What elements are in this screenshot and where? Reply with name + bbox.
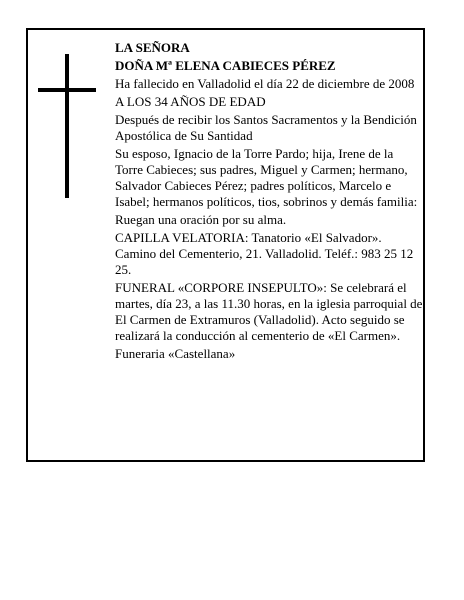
- funeral-home-paragraph: Funeraria «Castellana»: [115, 346, 236, 361]
- cross-vertical-bar: [65, 54, 69, 198]
- sacraments-paragraph: Después de recibir los Santos Sacramentos y la Bendición Apostólica de Su Santidad: [115, 112, 417, 143]
- age-paragraph: A LOS 34 AÑOS DE EDAD: [115, 94, 266, 109]
- funeral-paragraph: FUNERAL «CORPORE INSEPULTO»: Se celebrará el martes, día 23, a las 11.30 horas, en la iglesia parroquial de El Carmen de Extramuros (Valladolid). Acto seguido se realizará la conducción al cementerio de «El Carmen».: [115, 280, 423, 343]
- chapel-paragraph: CAPILLA VELATORIA: Tanatorio «El Salvador». Camino del Cementerio, 21. Valladolid. Teléf.: 983 25 12 25.: [115, 230, 414, 277]
- notice-text: [115, 40, 423, 364]
- cross-horizontal-bar: [38, 88, 96, 92]
- family-paragraph: Su esposo, Ignacio de la Torre Pardo; hija, Irene de la Torre Cabieces; sus padres, Miguel y Carmen; hermano, Salvador Cabieces Pérez; padres políticos, Marcelo e Isabel; hermanos políticos, tios, sobrinos y demás familia:: [115, 146, 418, 209]
- death-date-paragraph: Ha fallecido en Valladolid el día 22 de diciembre de 2008: [115, 76, 415, 91]
- cross-icon: [38, 54, 96, 198]
- notice-title: LA SEÑORA: [115, 40, 190, 55]
- prayer-paragraph: Ruegan una oración por su alma.: [115, 212, 287, 227]
- obituary-notice: [26, 28, 425, 462]
- deceased-name: DOÑA Mª ELENA CABIECES PÉREZ: [115, 58, 336, 73]
